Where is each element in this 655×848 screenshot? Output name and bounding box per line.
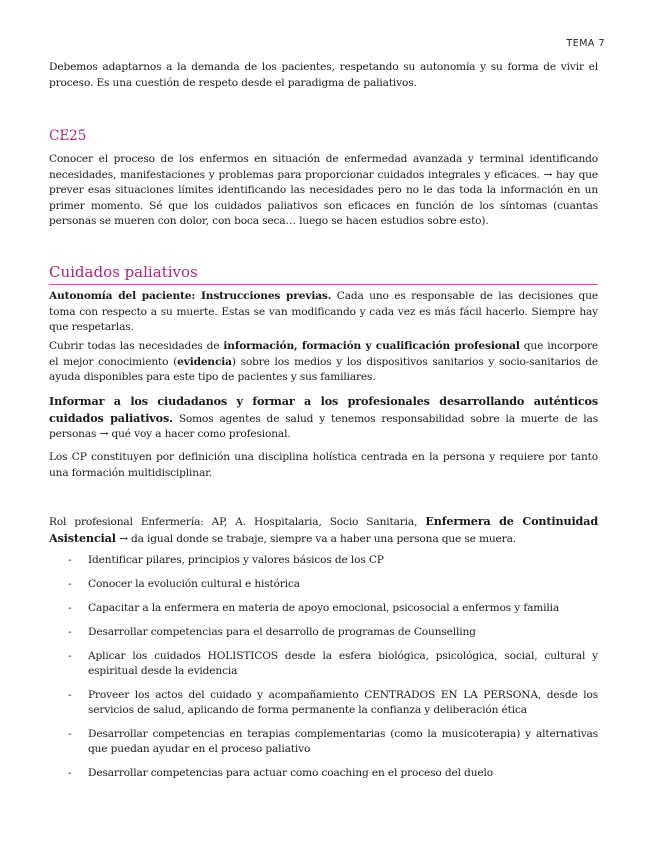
necesidades-bold-evidencia: evidencia [177, 355, 232, 368]
necesidades-part-b: que incorpore el mejor conocimiento ( [49, 340, 598, 368]
necesidades-text [49, 339, 598, 386]
ce25-paragraph [49, 152, 598, 230]
bullet-dash: - [68, 626, 72, 638]
necesidades-part-c: ) sobre los medios y los dispositivos sanitarios y socio-sanitarios de ayuda disponibles para este tipo de pacientes y sus familiares. [49, 355, 598, 383]
informar-paragraph [49, 394, 598, 443]
informar-rest: Somos agentes de salud y tenemos responsabilidad sobre la muerte de las personas → qué voy a hacer como profesional. [49, 412, 599, 440]
list-item-text: Desarrollar competencias para el desarrollo de programas de Counselling [88, 626, 476, 638]
rol-paragraph [49, 514, 598, 547]
cp-paragraph [49, 450, 598, 481]
rol-text [49, 514, 598, 547]
list-item [49, 601, 598, 616]
list-item [49, 727, 598, 757]
necesidades-part-a: Cubrir todas las necesidades de [49, 340, 224, 352]
bullet-dash: - [68, 689, 72, 701]
list-item-text: Desarrollar competencias en terapias complementarias (como la musicoterapia) y alternativas que puedan ayudar en el proceso paliativo [88, 728, 598, 755]
bullet-dash: - [68, 650, 72, 662]
ce25-text: Conocer el proceso de los enfermos en situación de enfermedad avanzada y terminal identificando necesidades, manifestaciones y problemas para proporcionar cuidados integrales y eficaces. → hay que prever esas situaciones límites identificando las necesidades pero no le das toda la información en un primer momento. Sé que los cuidados paliativos son eficaces en función de los síntomas (cuantas personas se mueren con dolor, con boca seca… luego se hacen estudios sobre esto). [49, 153, 598, 227]
bullet-dash: - [68, 602, 72, 614]
bullet-list [49, 553, 598, 781]
autonomia-paragraph [49, 289, 598, 336]
list-item-text: Desarrollar competencias para actuar como coaching en el proceso del duelo [88, 767, 493, 779]
list-item [49, 625, 598, 640]
list-item [49, 649, 598, 679]
necesidades-paragraph [49, 339, 598, 386]
list-item-text: Identificar pilares, principios y valores básicos de los CP [88, 554, 384, 566]
list-item [49, 688, 598, 718]
intro-text: Debemos adaptarnos a la demanda de los pacientes, respetando su autonomía y su forma de vivir el proceso. Es una cuestión de respeto desde el paradigma de paliativos. [49, 61, 598, 89]
list-item-text: Conocer la evolución cultural e histórica [88, 578, 300, 590]
section-title-cuidados-paliativos: Cuidados paliativos [49, 263, 598, 285]
competencias-list [49, 553, 598, 781]
informar-text [49, 394, 598, 443]
ce25-heading: CE25 [49, 128, 87, 144]
list-item [49, 766, 598, 781]
page-header-tema: TEMA 7 [566, 38, 605, 49]
autonomia-bold: Autonomía del paciente: Instrucciones previas. [49, 290, 332, 302]
autonomia-text [49, 289, 598, 336]
rol-part-b: → da igual donde se trabaje, siempre va a haber una persona que se muera. [115, 532, 516, 545]
informar-bold: Informar a los ciudadanos y formar a los profesionales desarrollando auténticos cuidados paliativos. [49, 394, 598, 425]
autonomia-rest: Cada uno es responsable de las decisiones que toma con respecto a su muerte. Estas se van modificando y cada vez es más fácil hacerlo. Siempre hay que respetarlas. [49, 290, 598, 333]
intro-paragraph [49, 60, 598, 91]
list-item-text: Aplicar los cuidados HOLISTICOS desde la esfera biológica, psicológica, social, cultural y espiritual desde la evidencia [88, 650, 598, 677]
list-item [49, 577, 598, 592]
bullet-dash: - [68, 767, 72, 779]
necesidades-bold-informacion: información, formación y cualificación profesional [223, 340, 520, 352]
bullet-dash: - [68, 554, 72, 566]
cp-text: Los CP constituyen por definición una disciplina holística centrada en la persona y requiere por tanto una formación multidisciplinar. [49, 451, 598, 479]
bullet-dash: - [68, 578, 72, 590]
list-item-text: Capacitar a la enfermera en materia de apoyo emocional, psicosocial a enfermos y familia [88, 602, 560, 614]
rol-part-a: Rol profesional Enfermería: AP, A. Hospitalaria, Socio Sanitaria, [49, 516, 426, 528]
bullet-dash: - [68, 728, 72, 740]
list-item-text: Proveer los actos del cuidado y acompañamiento CENTRADOS EN LA PERSONA, desde los servicios de salud, aplicando de forma permanente la confianza y deliberación ética [88, 689, 598, 716]
rol-bold: Enfermera de Continuidad Asistencial [49, 514, 599, 545]
list-item [49, 553, 598, 568]
